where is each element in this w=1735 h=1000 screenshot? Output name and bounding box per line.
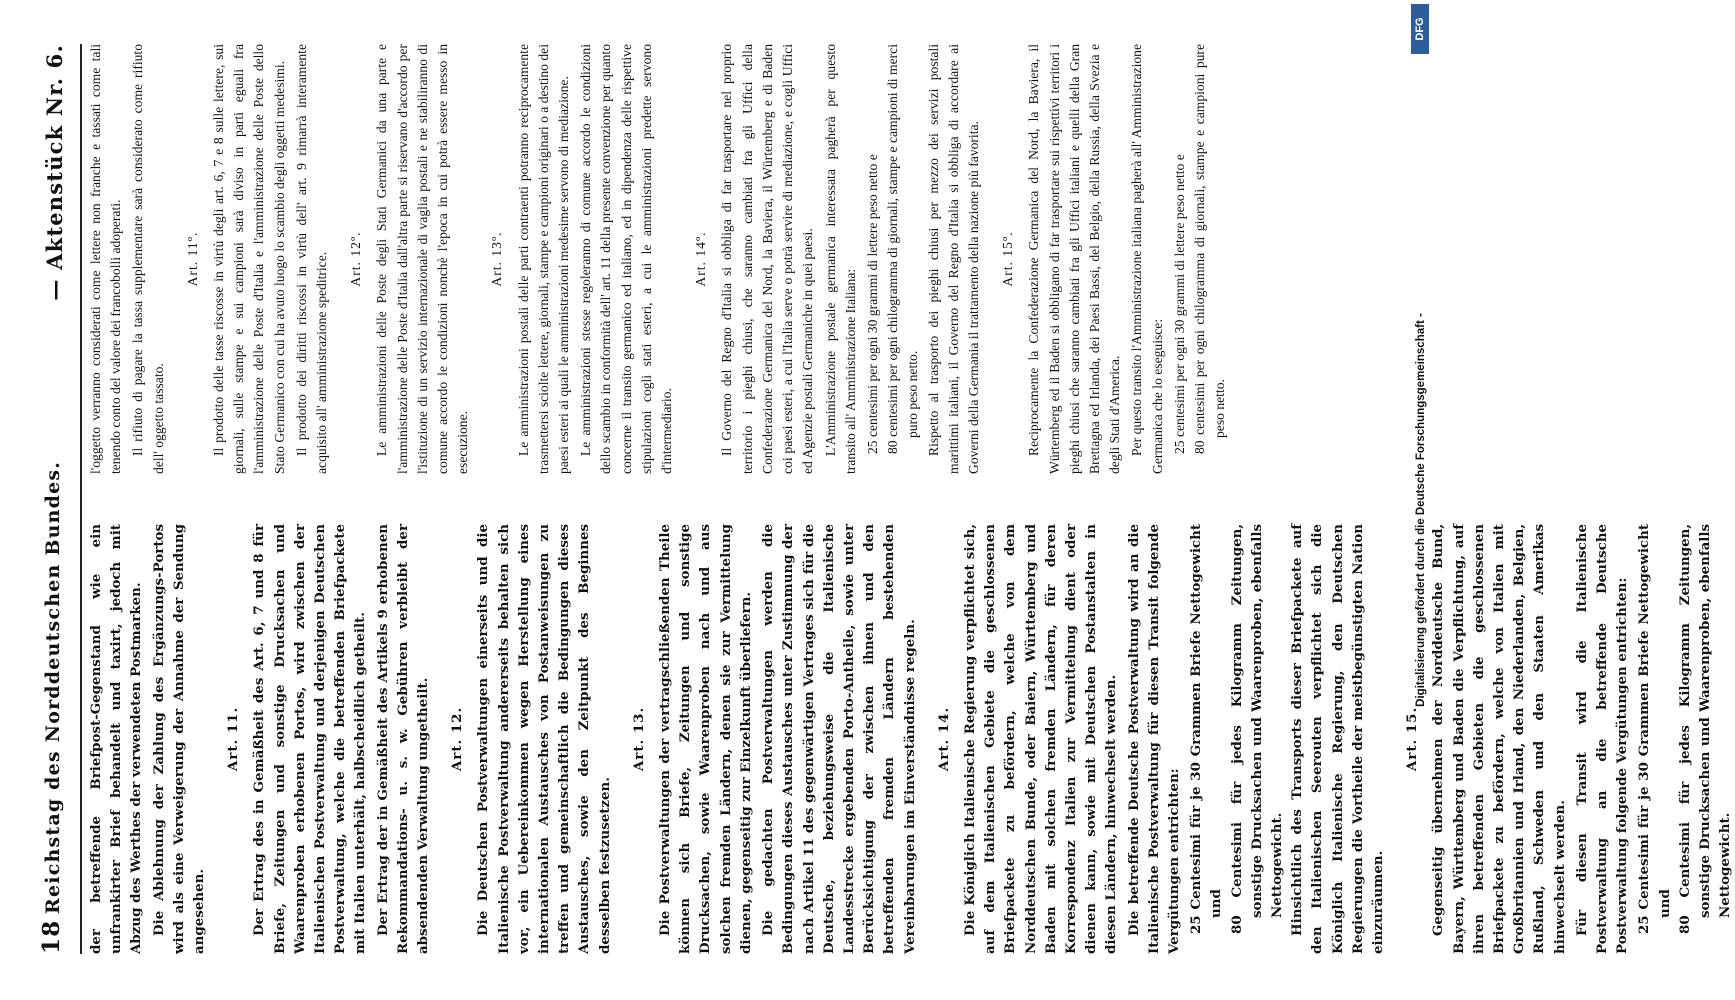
page-header xyxy=(34,44,74,954)
article-heading: Art. 14. xyxy=(935,706,952,772)
article-heading: Art. 14º. xyxy=(693,231,709,287)
rate-line: 25 Centesimi für je 30 Grammen Briefe Nettogewicht und xyxy=(1636,524,1673,934)
paragraph: Der Ertrag der in Gemäßheit des Artikels 9 erhobenen Rekommandations- u. s. w. Gebühren verbleibt der absendenden Verwaltung ungetheilt. xyxy=(374,524,432,954)
paragraph: Der Ertrag des in Gemäßheit des Art. 6, 7 und 8 für Briefe, Zeitungen und sonstige Drucksachen und Waarenproben erhobenen Portos, wird zwischen der Italienischen Postverwaltung und derjenigen Deutschen Postverwaltung, welche die betreffenden Briefpackete mit Italien unterhält, halbscheidlich getheilt. xyxy=(251,524,369,954)
paragraph: Die gedachten Postverwaltungen werden die Bedingungen dieses Austausches unter Zustimmung der nach Artikel 11 des gegenwärtigen Vertrages sich für die Deutsche, beziehungsweise die Italienische Landesstrecke ergebenden Porto-Antheile, sowie unter Berücksichtigung der zwischen ihnen und den betreffenden fremden Ländern bestehenden Vereinbarungen im Einverständnisse regeln. xyxy=(760,524,918,954)
running-title: Reichstag des Norddeutschen Bundes. xyxy=(42,460,64,914)
paragraph: Le amministrazioni delle Poste degli Stati Germanici da una parte e l'amministrazione delle Poste d'Italia dall'altra parte si riservano d'accordo per l'istituzione di un servizio internazionale di vaglia postali e ne stabiliranno di comune accordo le condizioni nonchè l'epoca in cui potrà essere messo in esecuzione. xyxy=(374,44,471,474)
paragraph: Reciprocamente la Confederazione Germanica del Nord, la Baviera, il Würtemberg ed il Baden si obbligano di far trasportare sui rispettivi territori i pieghi chiusi che saranno cambiati fra gli Uffici italiani e quelli della Gran Brettagna ed Irlanda, dei Paesi Bassi, del Belgio, della Russia, della Svezia e degli Stati d'America. xyxy=(1026,44,1123,474)
rate-line: 80 centesimi per ogni chilogramma di giornali, stampe e campioni pure peso netto. xyxy=(1191,44,1228,454)
paragraph: Die Deutschen Postverwaltungen einerseits und die Italienische Postverwaltung andererseits behalten sich vor, ein Uebereinkommen wegen Herstellung eines internationalen Austausches von Postanweisungen zu treffen und gemeinschaftlich die Bedingungen dieses Austausches, sowie den Zeitpunkt des Beginnes desselben festzusetzen. xyxy=(475,524,613,954)
paragraph: Rispetto al trasporto dei pieghi chiusi per mezzo dei servizi postali marittimi italiani, il Governo del Regno d'Italia si obbliga di accordare ai Governi della Germania il trattamento della nazione più favorita. xyxy=(925,44,981,474)
digitization-credit xyxy=(1412,60,1430,960)
paragraph: l'oggetto verranno considerati come lettere non franche e tassati come tali tenendo conto del valore dei francobolli adoperati. xyxy=(88,44,124,474)
paragraph: Hinsichtlich des Transports dieser Briefpackete auf den Italienischen Seerouten verpflichtet sich die Königlich Italienische Regierung, den Deutschen Regierungen die Vortheile der meistbegünstigten Nation einzuräumen. xyxy=(1289,524,1386,954)
german-column xyxy=(86,524,1735,954)
paragraph: Die betreffende Deutsche Postverwaltung wird an die Italienische Postverwaltung für diesen Transit folgende Vergütungen entrichten: xyxy=(1125,524,1182,954)
paragraph: Die Postverwaltungen der vertragschließenden Theile können sich Briefe, Zeitungen und sonstige Drucksachen, sowie Waarenproben nach und aus solchen fremden Ländern, denen sie zur Vermittelung dienen, gegenseitig zur Einzelkunft überliefern. xyxy=(657,524,754,954)
page-number: 18 xyxy=(38,919,65,954)
dfg-logo xyxy=(1411,4,1429,54)
paragraph: Gegenseitig übernehmen der Norddeutsche Bund, Bayern, Württemberg und Baden die Verpflichtung, auf ihren betreffenden Gebieten die geschlossenen Briefpackete zu befördern, welche von Italien mit Großbritannien und Irland, den Niederlanden, Belgien, Rußland, Schweden und den Staaten Amerikas hinwechselt werden. xyxy=(1430,524,1568,954)
credit-text: Digitalisierung gefördert durch die Deutsche Forschungsgemeinschaft - xyxy=(1415,313,1427,707)
paragraph: Die Königlich Italienische Regierung verpflichtet sich, auf dem Italienischen Gebiete die geschlossenen Briefpackete zu befördern, welche von dem Norddeutschen Bunde, oder Baiern, Württemberg und Baden mit solchen fremden Ländern, für deren Korrespondenz Italien zur Vermittelung dient oder dienen kann, sowie mit Deutschen Postanstalten in diesen Ländern, hinwechselt werden. xyxy=(961,524,1120,954)
article-heading: Art. 12º. xyxy=(348,231,364,287)
article-heading: Art. 15. xyxy=(1404,706,1421,772)
paragraph: Die Ablehnung der Zahlung des Ergänzungs-Portos wird als eine Verweigerung der Annahme der Sendung angesehen. xyxy=(150,524,208,954)
article-heading: Art. 11º. xyxy=(184,231,200,287)
paragraph: Il prodotto dei diritti riscossi in virtù dell' art. 9 rimarrà interamente acquisito all' amministrazione speditrice. xyxy=(293,44,330,474)
paragraph: der betreffende Briefpost-Gegenstand wie ein unfrankirter Brief behandelt und taxirt, jedoch mit Abzug des Werthes der verwendeten Postmarken. xyxy=(88,524,145,954)
paragraph: Il prodotto delle tasse riscosse in virtù degli art. 6, 7 e 8 sulle lettere, sui giornali, sulle stampe e sui campioni sarà diviso in parti eguali fra l'amministrazione delle Poste d'Italia e l'amministrazione delle Poste dello Stato Germanico con cui ha avuto luogo lo scambio degli oggetti medesimi. xyxy=(211,44,287,474)
paragraph: Il rifiuto di pagare la tassa supplementare sarà considerato come rifiuto dell' oggetto tassato. xyxy=(130,44,166,474)
article-heading: Art. 13º. xyxy=(489,231,505,287)
rate-line: 80 centesimi per ogni chilogramma di giornali, stampe e campioni di merci puro peso netto. xyxy=(885,44,921,454)
italian-column xyxy=(86,44,1230,474)
document-number: — Aktenstück Nr. 6. xyxy=(42,44,67,301)
rate-line: 25 centesimi per ogni 30 grammi di lettere peso netto e xyxy=(864,154,880,454)
dfg-logo-text: DFG xyxy=(1414,17,1426,41)
header-rule xyxy=(80,44,82,954)
paragraph: Per questo transito l'Amministrazione italiana pagherà all' Amministrazione Germanica che lo eseguisce: xyxy=(1129,44,1165,474)
article-heading: Art. 11. xyxy=(225,706,242,772)
rate-line: 25 centesimi per ogni 30 grammi di lettere peso netto e xyxy=(1171,154,1187,454)
article-heading: Art. 13. xyxy=(630,706,647,772)
paragraph: L'Amministrazione postale germanica interessata pagherà per questo transito all' Amministrazione Italiana: xyxy=(822,44,858,474)
rate-line: 80 Centesimi für jedes Kilogramm Zeitungen, sonstige Drucksachen und Waarenproben, ebenfalls Nettogewicht. xyxy=(1228,524,1285,934)
paragraph: Le amministrazioni stesse regoleranno di comune accordo le condizioni dello scambio in conformità dell' art. 11 della presente convenzione per quanto concerne il transito germanico ed italiano, ed in dipendenza delle rispettive stipulazioni cogli stati esteri, a cui le amministrazioni predette servono d'intermediario. xyxy=(578,44,675,474)
rate-line: 25 Centesimi für je 30 Grammen Briefe Nettogewicht und xyxy=(1188,524,1225,934)
paragraph: Il Governo del Regno d'Italia si obbliga di far trasportare nel proprio territorio i pieghi chiusi, che saranno cambiati fra gli Uffici della Confederazione Germanica del Nord, la Baviera, il Würtemberg e di Baden coi paesi esteri, a cui l'Italia serve o potrà servire di mediazione, e cogli Uffici ed Agenzie postali Germaniche in quei paesi. xyxy=(719,44,816,474)
paragraph: Le amministrazioni postali delle parti contraenti potranno reciprocamente trasmettersi sciolte lettere, giornali, stampe e campioni originari o a destino dei paesi esteri ai quali le amministrazioni medesime servono di mediazione. xyxy=(515,44,572,474)
paragraph: Für diesen Transit wird die Italienische Postverwaltung an die betreffende Deutsche Postverwaltung folgende Vergütungen entrichten: xyxy=(1573,524,1631,954)
rate-line: 80 Centesimi für jedes Kilogramm Zeitungen, sonstige Drucksachen und Waarenproben, ebenfalls Nettogewicht. xyxy=(1676,524,1734,934)
article-heading: Art. 15º. xyxy=(1000,231,1016,287)
article-heading: Art. 12. xyxy=(449,706,466,772)
